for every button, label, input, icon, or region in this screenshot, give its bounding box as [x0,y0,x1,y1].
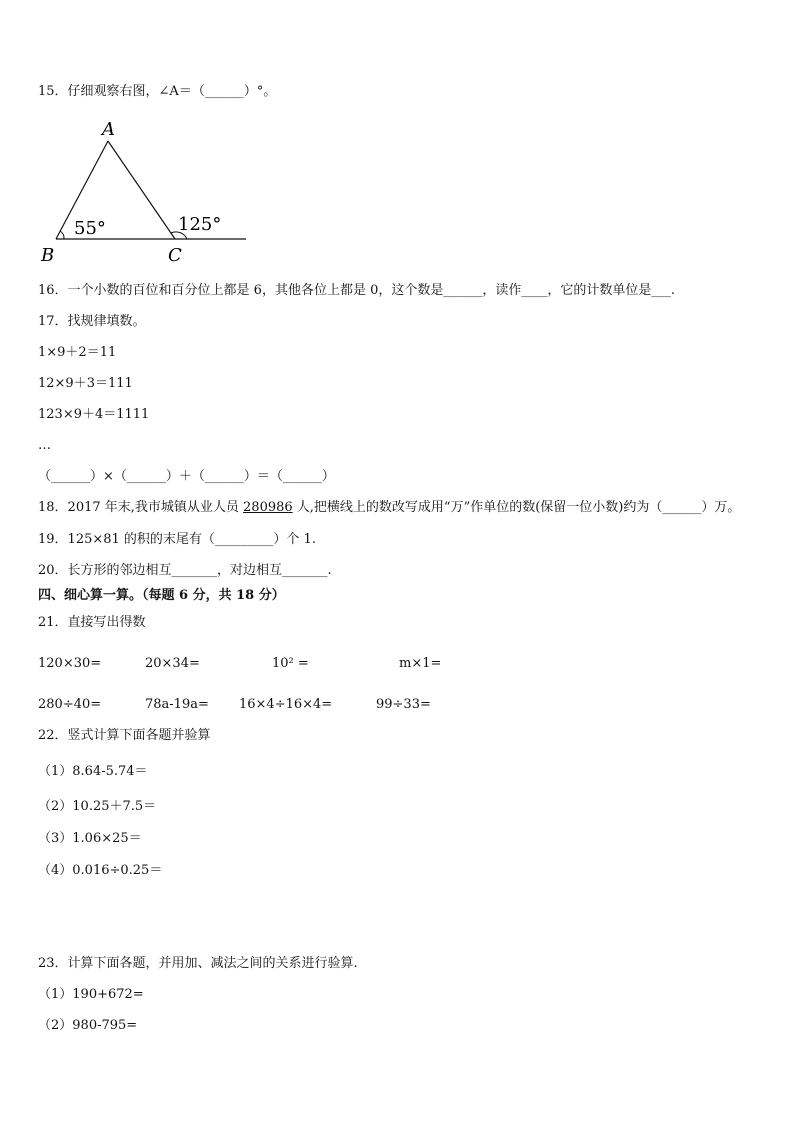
question-21-title: 21．直接写出得数 [38,615,146,630]
mental-math-item: 16×4÷16×4= [239,697,333,712]
vertex-c-label: C [168,245,182,266]
question-16: 16．一个小数的百位和百分位上都是 6，其他各位上都是 0，这个数是______，读作____，它的计数单位是___. [38,283,675,298]
mental-math-item: 20×34= [145,656,200,671]
q18-underlined-number: 280986 [243,500,293,515]
question-22-title: 22．竖式计算下面各题并验算 [38,728,211,743]
mental-math-item: 78a-19a= [145,697,209,712]
question-19: 19．125×81 的积的末尾有（_________）个 1. [38,532,316,547]
mental-math-item: 280÷40= [38,697,102,712]
question-20: 20．长方形的邻边相互_______，对边相互_______. [38,563,332,578]
angle-b-label: 55° [74,218,106,239]
question-18 [38,499,740,517]
mental-math-item: 99÷33= [376,697,431,712]
pattern-line: 12×9＋3＝111 [38,376,133,391]
q18-text-before: 18．2017 年末,我市城镇从业人员 [38,500,244,515]
q18-text-after: 人,把横线上的数改写成用“万”作单位的数(保留一位小数)约为（______）万。 [292,500,741,515]
question-23-title: 23．计算下面各题，并用加、减法之间的关系进行验算. [38,956,358,971]
section-4-title: 四、细心算一算。（每题 6 分，共 18 分） [38,588,285,603]
verify-calc-item: （2）980-795= [38,1018,138,1033]
pattern-line: 1×9＋2＝11 [38,345,117,360]
vertical-calc-item: （2）10.25＋7.5＝ [38,799,157,814]
angle-b-arc [60,231,64,239]
mental-math-item: 120×30= [38,656,102,671]
verify-calc-item: （1）190+672= [38,987,144,1002]
vertical-calc-item: （4）0.016÷0.25＝ [38,863,163,878]
side-ac [108,141,175,239]
triangle-figure [38,116,250,266]
vertex-a-label: A [102,119,115,140]
vertex-b-label: B [41,245,55,266]
pattern-ellipsis: … [38,438,51,453]
vertical-calc-item: （3）1.06×25＝ [38,831,142,846]
question-15: 15．仔细观察右图，∠A＝（______）°。 [38,84,277,99]
mental-math-item: 10² = [272,656,309,671]
angle-c-label: 125° [178,214,222,235]
pattern-answer-line: （______）×（______）＋（______）＝（______） [38,469,335,484]
vertical-calc-item: （1）8.64-5.74＝ [38,764,148,779]
question-17-title: 17．找规律填数。 [38,314,146,329]
mental-math-item: m×1= [399,656,442,671]
pattern-line: 123×9＋4＝1111 [38,407,150,422]
